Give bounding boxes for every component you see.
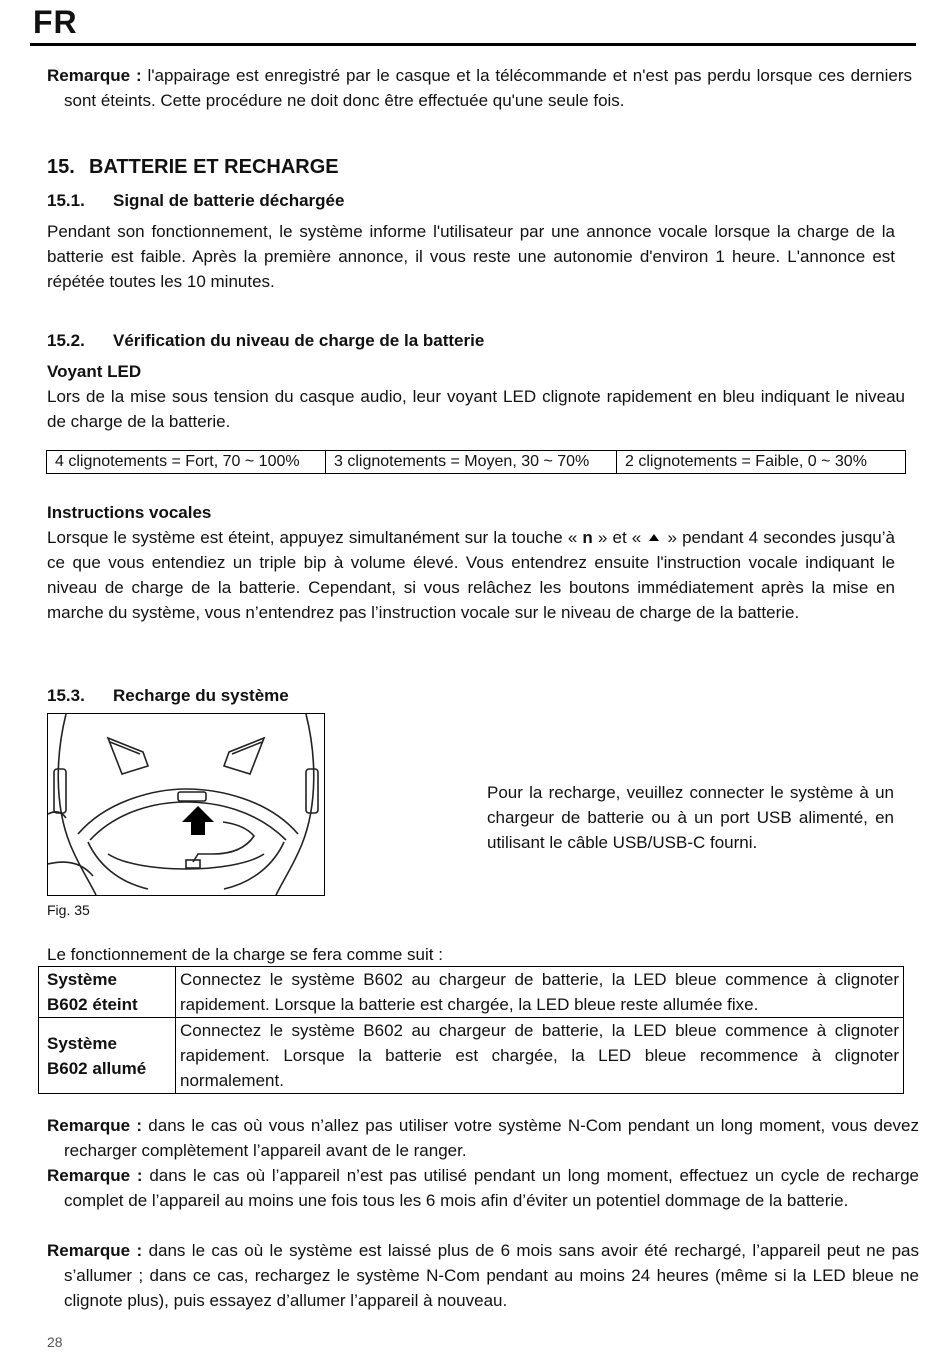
led-blink-table — [46, 450, 906, 474]
section-number: 15. — [47, 156, 75, 178]
intro-note — [47, 63, 912, 113]
label-line: Système — [47, 1033, 117, 1053]
subsection-number: 15.1. — [47, 191, 85, 210]
arrow-up-icon — [182, 806, 214, 835]
voice-text-2: » et « — [597, 528, 642, 547]
helmet-charging-illustration — [48, 714, 324, 895]
charge-lead-text: Le fonctionnement de la charge se fera comme suit : — [47, 945, 443, 964]
subsection-title: Recharge du système — [113, 686, 289, 705]
table-cell: 3 clignotements = Moyen, 30 ~ 70% — [326, 451, 617, 474]
subsection-heading-15-3 — [47, 683, 895, 708]
section-title: BATTERIE ET RECHARGE — [89, 156, 339, 178]
paragraph-led: Lors de la mise sous tension du casque audio, leur voyant LED clignote rapidement en bleu indiquant le niveau de charge de la batterie. — [47, 387, 905, 431]
charge-behavior-table — [38, 966, 904, 1094]
up-arrow-icon — [649, 534, 659, 541]
note-text: l'appairage est enregistré par le casque et la télécommande et n'est pas perdu lorsque ces derniers sont éteints. Cette procédure ne doit donc être effectuée qu'une seule fois. — [64, 66, 912, 110]
note-label: Remarque : — [47, 1116, 143, 1135]
table-row — [47, 451, 906, 474]
subsection-title: Signal de batterie déchargée — [113, 191, 345, 210]
table-row — [39, 967, 904, 1018]
n-key-label: n — [582, 528, 593, 547]
figure-caption: Fig. 35 — [47, 902, 90, 918]
note-storage — [47, 1113, 919, 1163]
voice-text-3: » pendant 4 secondes jusqu’à ce que vous entendiez un triple bip à volume élevé. Vous entendrez ensuite l'instruction vocale indiquant le niveau de charge de la batterie. Cependant, si vous relâchez les boutons immédiatement après la mise en marche du système, vous n’entendrez pas l’instruction vocale sur le niveau de charge de la batterie. — [47, 528, 895, 622]
table-row — [39, 1018, 904, 1094]
header-rule — [30, 43, 916, 46]
note-label: Remarque : — [47, 1241, 143, 1260]
label-line: Système — [47, 970, 117, 989]
paragraph-voice — [47, 525, 895, 625]
led-heading: Voyant LED — [47, 362, 142, 381]
note-label: Remarque : — [47, 66, 142, 85]
table-row-label — [39, 967, 176, 1018]
voice-heading: Instructions vocales — [47, 503, 212, 522]
table-cell: Connectez le système B602 au chargeur de batterie, la LED bleue commence à clignoter rapidement. Lorsque la batterie est chargée, la LED bleue reste allumée fixe. — [176, 967, 904, 1018]
label-line: B602 allumé — [47, 1058, 147, 1078]
voice-text-1: Lorsque le système est éteint, appuyez simultanément sur la touche « — [47, 528, 578, 547]
subsection-heading-15-2 — [47, 328, 895, 353]
note-recharge-cycle — [47, 1163, 919, 1213]
figure-helmet-charging — [47, 713, 325, 896]
note-label: Remarque : — [47, 1166, 143, 1185]
note-text: dans le cas où le système est laissé plus de 6 mois sans avoir été rechargé, l’appareil peut ne pas s’allumer ; dans ce cas, rechargez le système N-Com pendant au moins 24 heures (même si la LED bleue ne clignote plus), puis essayez d’allumer l’appareil à nouveau. — [64, 1241, 919, 1310]
paragraph-recharge: Pour la recharge, veuillez connecter le système à un chargeur de batterie ou à un port USB alimenté, en utilisant le câble USB/USB-C fourni. — [487, 783, 894, 852]
paragraph-low-battery: Pendant son fonctionnement, le système informe l'utilisateur par une annonce vocale lorsque la charge de la batterie est faible. Après la première annonce, il vous reste une autonomie d'environ 1 heure. L'annonce est répétée toutes les 10 minutes. — [47, 222, 895, 291]
subsection-heading-15-1 — [47, 188, 895, 213]
subsection-number: 15.3. — [47, 686, 85, 705]
table-row-label — [39, 1018, 176, 1094]
label-line: B602 éteint — [47, 995, 138, 1014]
section-heading — [47, 153, 895, 181]
note-long-storage — [47, 1238, 919, 1313]
note-text: dans le cas où l’appareil n’est pas utilisé pendant un long moment, effectuez un cycle de recharge complet de l’appareil au moins une fois tous les 6 mois afin d’éviter un potentiel dommage de la batterie. — [64, 1166, 919, 1210]
table-cell: 2 clignotements = Faible, 0 ~ 30% — [617, 451, 906, 474]
subsection-number: 15.2. — [47, 331, 85, 350]
page-number: 28 — [47, 1334, 63, 1350]
subsection-title: Vérification du niveau de charge de la batterie — [113, 331, 485, 350]
note-text: dans le cas où vous n’allez pas utiliser votre système N-Com pendant un long moment, vous devez recharger complètement l’appareil avant de le ranger. — [64, 1116, 919, 1160]
table-cell: 4 clignotements = Fort, 70 ~ 100% — [47, 451, 326, 474]
language-code: FR — [33, 4, 78, 40]
table-cell: Connectez le système B602 au chargeur de batterie, la LED bleue commence à clignoter rapidement. Lorsque la batterie est chargée, la LED bleue recommence à clignoter normalement. — [176, 1018, 904, 1094]
